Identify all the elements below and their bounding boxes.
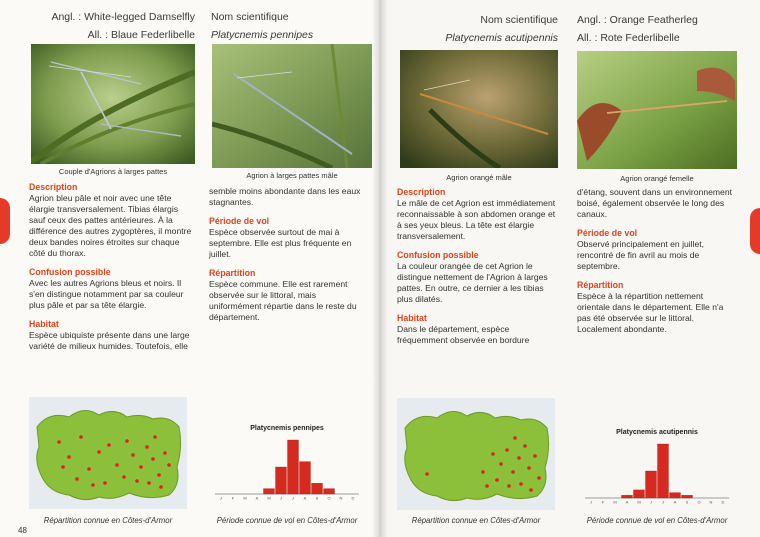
right-text-col2 [577,187,737,342]
month-tick: J [220,495,222,501]
right-scientific-name [390,11,558,47]
german-name: All. : Blaue Federlibelle [87,29,195,41]
bar-j-6 [288,440,299,494]
habitat-text: Dans le département, espèce fréquemment observée en bordure [397,324,530,345]
habitat-continued: semble moins abondante dans les eaux stagnantes. [209,186,361,207]
map-caption: Répartition connue en Côtes-d'Armor [43,516,173,525]
description-heading: Description [29,182,78,192]
repartition-heading: Répartition [209,268,256,278]
photo-couple-pennipes [31,44,195,164]
photo-female-acutipennis [577,51,737,169]
description-heading: Description [397,187,446,197]
photo-male-acutipennis [400,50,558,168]
month-tick: J [590,499,592,505]
repartition-text: Espèce commune. Elle est rarement observée sur le littoral, mais uniformément répartie dans le reste du département. [209,279,357,322]
bar-s-8 [312,483,323,494]
bar-a-7 [670,493,681,498]
description-text: Le mâle de cet Agrion est immédiatement reconnaissable à son abdomen orange et à ses yeux bleus. La tête est élargie transversalement. [397,198,556,241]
month-tick: S [685,499,689,505]
month-tick: D [351,495,355,501]
periode-heading: Période de vol [577,228,638,238]
chart-title: Platycnemis pennipes [250,425,324,432]
periode-text: Observé principalement en juillet, rencontré de fin avril au mois de septembre. [577,239,705,271]
bar-a-3 [622,495,633,498]
habitat-heading: Habitat [397,313,427,323]
chart-caption: Période connue de vol en Côtes-d'Armor [216,516,358,525]
species-name: Platycnemis pennipes [211,29,314,41]
month-tick: A [673,499,677,505]
month-tick: M [267,495,271,501]
left-text-col1 [29,181,194,359]
photo-male-pennipes [212,44,372,168]
german-name: All. : Rote Federlibelle [577,32,680,44]
bar-s-8 [682,495,693,498]
confusion-text: Avec les autres Agrions bleus et noirs. Il s'en distingue notamment par sa couleur plus pâle et par sa tête élargie. [29,278,184,310]
month-tick: J [280,495,282,501]
month-tick: N [709,499,713,505]
periode-heading: Période de vol [209,216,270,226]
photo2-caption: Agrion orangé femelle [620,174,694,183]
chapter-tab-right [750,208,760,254]
bar-j-5 [646,471,657,498]
distribution-map-acutipennis [397,398,555,510]
habitat-text: Espèce ubiquiste présente dans une large variété de milieux humides. Toutefois, elle [29,330,190,351]
region-outline [405,411,549,500]
month-tick: D [721,499,725,505]
region-outline [37,410,181,499]
right-text-col1 [397,186,559,353]
confusion-heading: Confusion possible [29,267,111,277]
month-tick: O [697,499,701,505]
habitat-continued: d'étang, souvent dans un environnement boisé, également observée le long des canaux. [577,187,733,219]
month-tick: M [637,499,641,505]
distribution-map-pennipes [29,397,187,509]
month-tick: J [292,495,294,501]
month-tick: S [315,495,319,501]
chart-caption: Période connue de vol en Côtes-d'Armor [586,516,728,525]
page-number: 48 [18,526,27,535]
description-text: Agrion bleu pâle et noir avec une tête élargie transversalement. Tibias élargis sauf ceux des pattes antérieures. À la différence des autres zygoptères, il montre deux bandes noires étroites sur chaque côté du thorax. [29,193,192,258]
flight-period-chart-acutipennis [577,422,737,507]
month-tick: M [243,495,247,501]
species-name: Platycnemis acutipennis [445,32,558,44]
confusion-text: La couleur orangée de cet Agrion le distingue nettement de l'Agrion à larges pattes. En outre, ce dernier a les tibias plus dilatés. [397,261,548,304]
month-tick: J [662,499,664,505]
left-text-col2 [209,186,369,330]
month-tick: A [625,499,629,505]
month-tick: A [255,495,259,501]
bar-j-5 [276,467,287,494]
bar-j-6 [658,444,669,498]
month-tick: F [231,495,235,501]
left-common-names [40,8,195,44]
bar-a-7 [300,462,311,494]
right-page [380,0,760,537]
habitat-heading: Habitat [29,319,59,329]
english-name: Angl. : Orange Featherleg [577,14,698,26]
photo1-caption: Couple d'Agrions à larges pattes [58,167,168,176]
repartition-heading: Répartition [577,280,624,290]
month-tick: J [650,499,652,505]
month-tick: A [303,495,307,501]
bar-m-4 [634,490,645,498]
photo1-caption: Agrion orangé mâle [446,173,512,182]
bar-m-4 [264,489,275,494]
flight-period-chart-pennipes [207,418,367,503]
repartition-text: Espèce à la répartition nettement orientale dans le département. Elle n'a pas été observée sur le littoral. Localement abondante. [577,291,724,334]
book-gutter [372,0,388,537]
bar-o-9 [324,489,335,494]
english-name: Angl. : White-legged Damselfly [51,11,195,23]
month-tick: F [601,499,605,505]
month-tick: O [327,495,331,501]
month-tick: N [339,495,343,501]
right-common-names [577,11,747,47]
left-scientific-name [211,8,371,44]
scientific-label: Nom scientifique [211,11,289,23]
photo2-caption: Agrion à larges pattes mâle [246,171,338,180]
periode-text: Espèce observée surtout de mai à septembre. Elle est plus fréquente en juillet. [209,227,352,259]
scientific-label: Nom scientifique [480,14,558,26]
chapter-tab-left [0,198,10,244]
month-tick: M [613,499,617,505]
chart-title: Platycnemis acutipennis [616,429,698,436]
confusion-heading: Confusion possible [397,250,479,260]
map-caption: Répartition connue en Côtes-d'Armor [411,516,541,525]
